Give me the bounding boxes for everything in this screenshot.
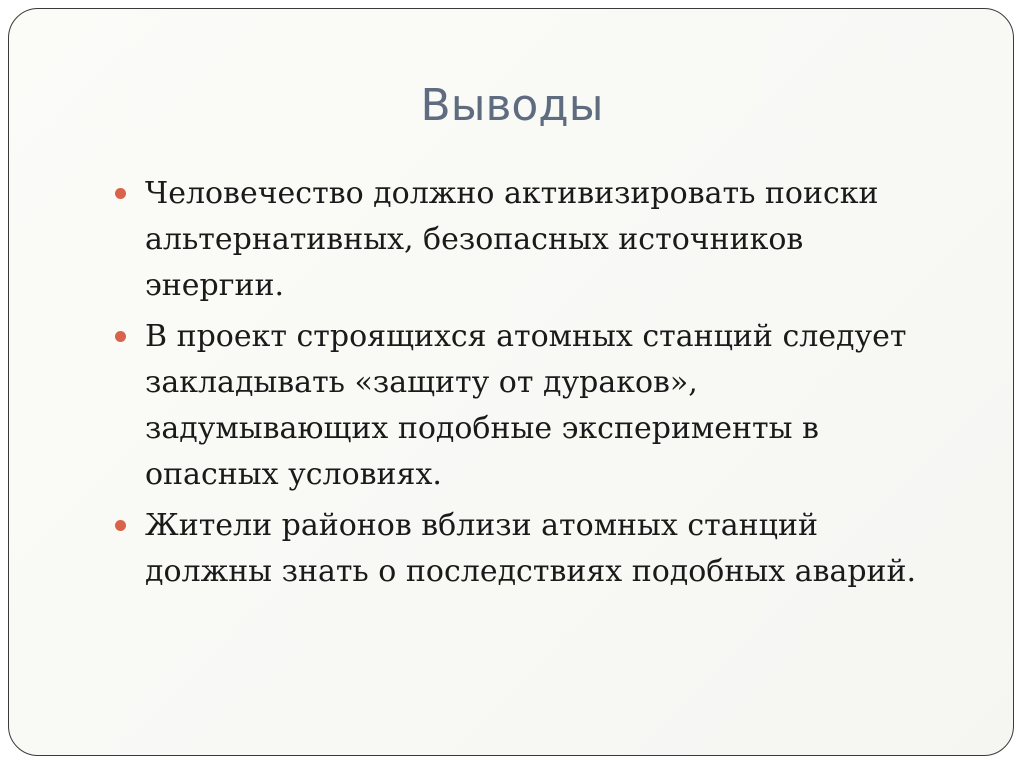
bullet-dot-icon	[115, 520, 126, 531]
bullet-text: Человечество должно активизировать поиски альтернативных, безопасных источников энергии.	[145, 176, 879, 303]
slide-title: Выводы	[420, 80, 604, 131]
bullet-item	[115, 171, 945, 309]
bullet-dot-icon	[115, 188, 126, 199]
bullet-text: В проект строящихся атомных станций следует закладывать «защиту от дураков», задумывающих подобные эксперименты в опасных условиях.	[145, 319, 907, 492]
bullet-list	[115, 171, 945, 600]
bullet-text: Жители районов вблизи атомных станций должны знать о последствиях подобных аварий.	[145, 508, 917, 589]
bullet-dot-icon	[115, 331, 126, 342]
bullet-item	[115, 503, 945, 595]
bullet-item	[115, 314, 945, 498]
